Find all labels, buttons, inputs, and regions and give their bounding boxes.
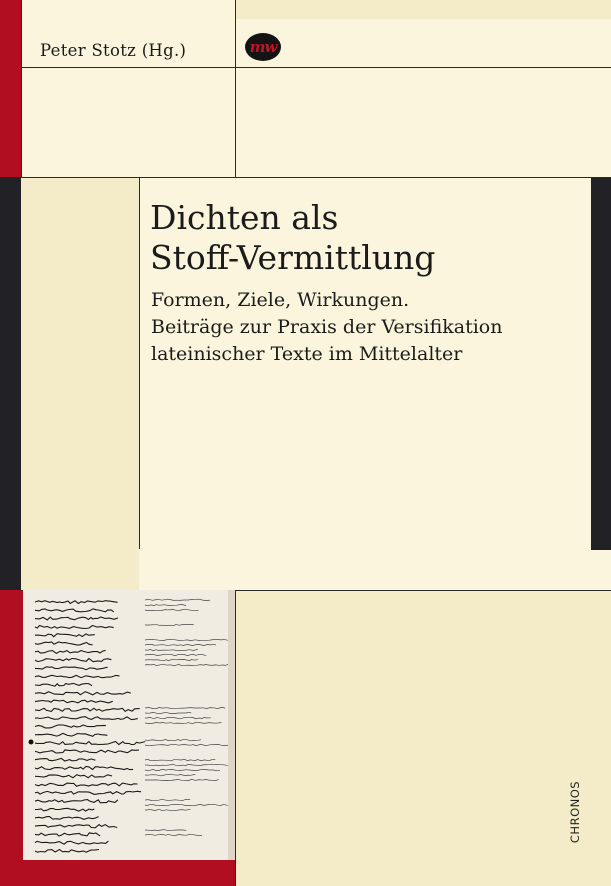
manuscript-line <box>145 774 195 776</box>
manuscript-line <box>145 744 229 746</box>
rule-horizontal-top <box>21 67 611 68</box>
manuscript-line <box>145 712 191 714</box>
rule-vertical-center <box>235 0 236 177</box>
cream-panel-top-right <box>235 19 611 177</box>
manuscript-line <box>35 626 114 629</box>
manuscript-line <box>145 609 198 611</box>
book-subtitle-line-3: lateinischer Texte im Mittelalter <box>151 343 463 365</box>
manuscript-line <box>35 609 114 612</box>
manuscript-line <box>145 659 198 660</box>
manuscript-line <box>35 833 100 836</box>
manuscript-line <box>145 624 194 625</box>
manuscript-line <box>35 791 141 794</box>
manuscript-line <box>35 758 95 761</box>
manuscript-line <box>35 659 111 662</box>
dark-band-middle-right <box>591 177 611 550</box>
manuscript-line <box>145 707 225 709</box>
manuscript-line <box>145 717 211 719</box>
manuscript-line <box>35 692 131 695</box>
manuscript-line <box>145 639 228 641</box>
manuscript-line <box>35 767 133 770</box>
manuscript-scribbles <box>23 590 235 860</box>
manuscript-line <box>35 841 108 844</box>
manuscript-line <box>145 834 202 836</box>
manuscript-line <box>35 683 92 686</box>
manuscript-line <box>145 809 190 811</box>
manuscript-line <box>35 817 99 820</box>
manuscript-line <box>35 642 93 645</box>
manuscript-line <box>145 654 206 656</box>
manuscript-bullet <box>29 740 34 745</box>
book-title <box>150 198 435 278</box>
manuscript-line <box>145 722 222 724</box>
manuscript-line <box>145 739 201 741</box>
manuscript-line <box>145 804 228 806</box>
book-subtitle-line-1: Formen, Ziele, Wirkungen. <box>151 289 410 311</box>
manuscript-line <box>35 617 118 620</box>
cream-panel-middle-left <box>21 177 139 590</box>
manuscript-line <box>35 725 106 728</box>
manuscript-line <box>145 769 220 771</box>
manuscript-line <box>35 634 95 637</box>
manuscript-line <box>145 799 190 800</box>
manuscript-edge <box>228 590 235 860</box>
manuscript-line <box>35 808 94 811</box>
manuscript-line <box>35 825 117 828</box>
manuscript-line <box>35 700 113 703</box>
publisher-name-text: CHRONOS <box>568 780 582 844</box>
manuscript-line <box>35 750 139 753</box>
book-subtitle-line-2: Beiträge zur Praxis der Versifikation <box>151 316 503 338</box>
manuscript-line <box>145 830 186 831</box>
publisher-name <box>567 782 583 842</box>
editor-name: Peter Stotz (Hg.) <box>40 41 187 60</box>
manuscript-line <box>35 850 99 853</box>
manuscript-line <box>145 759 215 761</box>
manuscript-line <box>35 650 106 653</box>
dark-band-middle-left <box>0 177 21 590</box>
manuscript-line <box>145 764 232 766</box>
manuscript-line <box>35 733 107 736</box>
manuscript-line <box>35 601 118 604</box>
book-title-line-1: Dichten als <box>150 198 339 237</box>
manuscript-line <box>35 708 140 711</box>
manuscript-line <box>145 779 219 780</box>
cream-panel-bottom-right <box>235 590 611 886</box>
book-subtitle <box>151 287 502 368</box>
manuscript-line <box>145 604 186 605</box>
manuscript-line <box>145 649 198 651</box>
publisher-logo: mw <box>245 33 281 61</box>
rule-vertical-left <box>21 0 22 177</box>
book-title-line-2: Stoff-Vermittlung <box>150 238 436 277</box>
manuscript-line <box>35 717 138 720</box>
manuscript-line <box>35 783 138 786</box>
manuscript-line <box>35 775 112 778</box>
rule-vertical-bottom <box>235 590 236 886</box>
manuscript-line <box>35 800 118 803</box>
manuscript-line <box>35 667 108 670</box>
manuscript-line <box>145 664 232 666</box>
manuscript-line <box>145 599 210 600</box>
cream-band-top-left <box>21 0 235 177</box>
rule-vertical-title <box>139 177 140 549</box>
manuscript-line <box>145 644 216 645</box>
manuscript-line <box>35 742 145 745</box>
manuscript-line <box>35 675 120 677</box>
rule-horizontal-middle <box>21 177 611 178</box>
manuscript-page-image <box>23 590 235 860</box>
